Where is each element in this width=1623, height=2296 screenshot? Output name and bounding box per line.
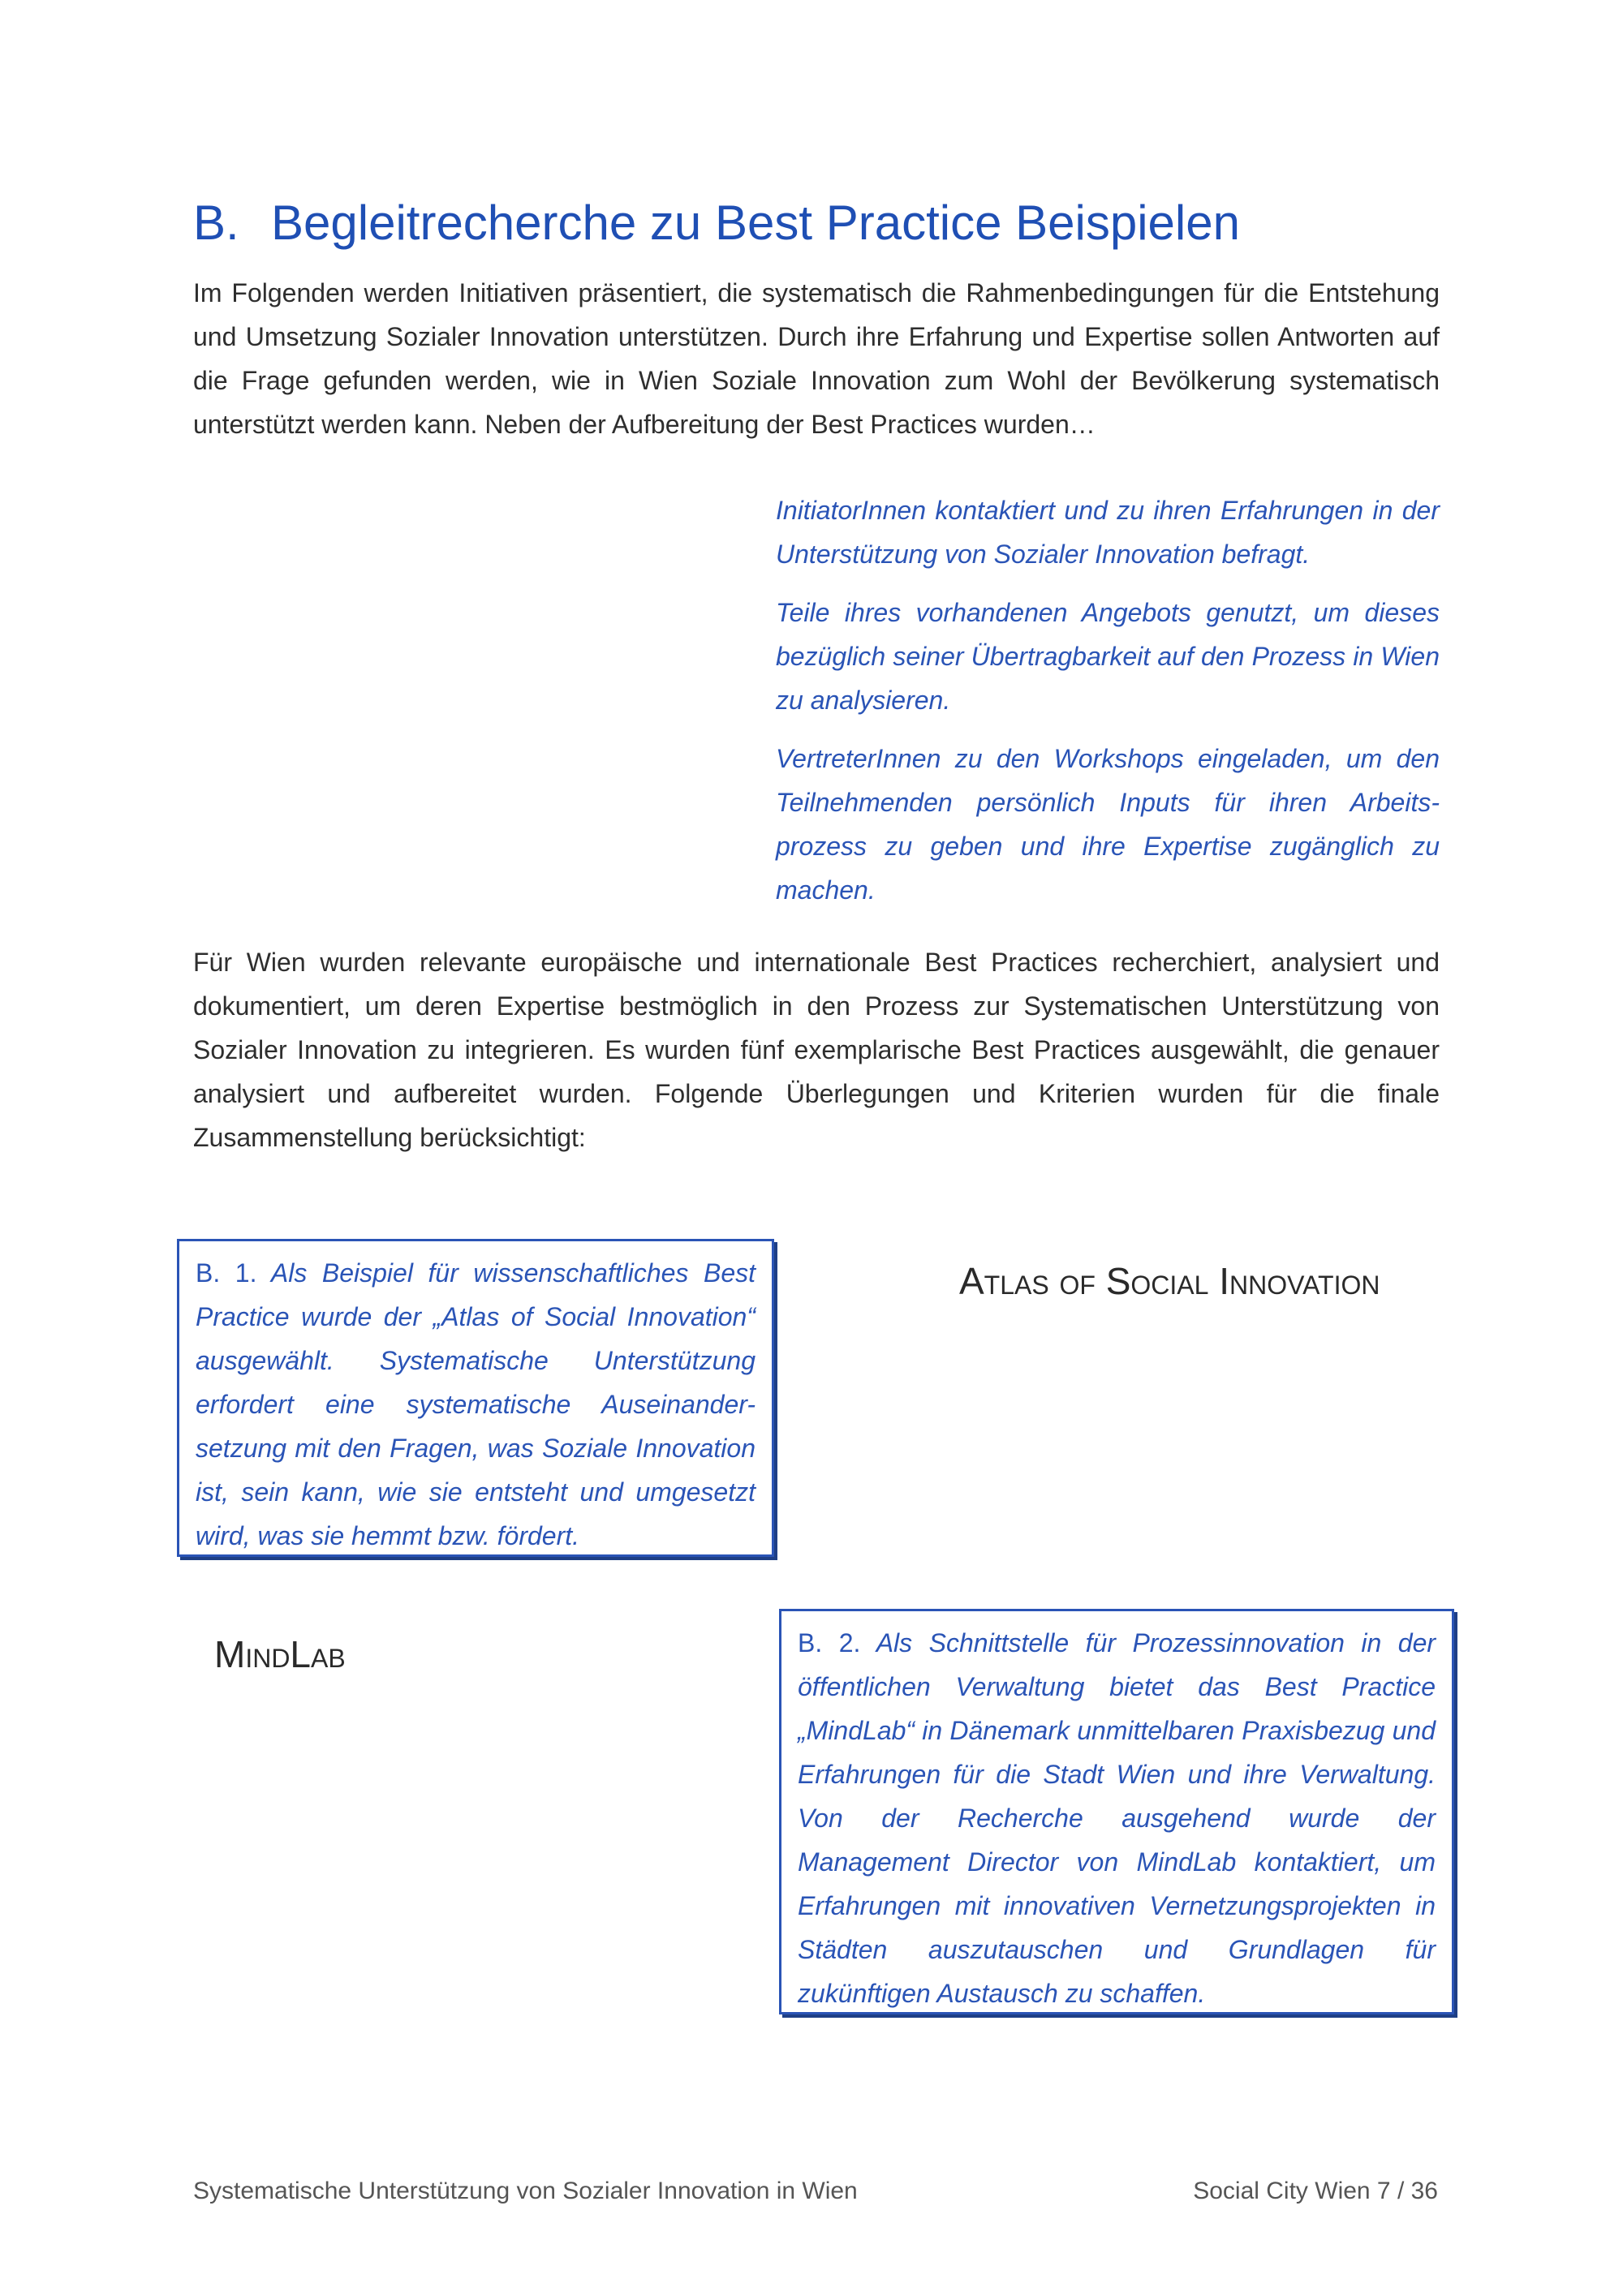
bullet-item: Teile ihres vorhandenen Angebots genutzt, um dieses bezüglich seiner Übertragbarkeit auf den Prozess in Wien zu analysieren.: [776, 598, 1440, 715]
box2-content: [798, 1621, 1436, 2015]
mindlab-title: MindLab: [214, 1633, 346, 1675]
section-title: Begleitrecherche zu Best Practice Beispielen: [271, 196, 1240, 250]
intro-paragraph: Im Folgenden werden Initiativen präsentiert, die systematisch die Rahmenbedingungen für die Entstehung und Umsetzung Sozialer Innovation unterstützen. Durch ihre Erfahrung und Expertise sollen Antworten auf die Frage gefunden werden, wie in Wien Soziale Innovation zum Wohl der Bevölkerung systematisch unterstützt werden kann. Neben der Aufbereitung der Best Practices wurden…: [193, 278, 1440, 439]
best-practice-box-1: [177, 1239, 774, 1557]
section-heading: [193, 195, 1443, 251]
best-practice-box-2: [779, 1609, 1454, 2014]
bullet-item: InitiatorInnen kontaktiert und zu ihren Erfahrungen in der Unterstützung von Sozialer Innovation befragt.: [776, 496, 1440, 569]
section-number: B.: [193, 196, 239, 250]
bullet-item: VertreterInnen zu den Workshops eingeladen, um den Teilnehmenden persönlich Inputs für ihren Arbeits-prozess zu geben und ihre Expertise zugänglich zu machen.: [776, 744, 1440, 905]
box2-tag: B. 2.: [798, 1628, 861, 1658]
criteria-paragraph: Für Wien wurden relevante europäische und internationale Best Practices recherchiert, analysiert und dokumentiert, um deren Expertise bestmöglich in den Prozess zur Systematischen Unterstützung von Sozialer Innovation zu integrieren. Es wurden fünf exemplarische Best Practices ausgewählt, die genauer analysiert und aufbereitet wurden. Folgende Überlegungen und Kriterien wurden für die finale Zusammenstellung berücksichtigt:: [193, 948, 1440, 1152]
footer-document-title: Systematische Unterstützung von Sozialer Innovation in Wien: [193, 2178, 858, 2204]
box1-text: Als Beispiel für wissenschaftliches Best Practice wurde der „Atlas of Social Innovation“ ausgewählt. Systematische Unterstützung erfordert eine systematische Auseinander-setzung mit den Fragen, was Soziale Innovation ist, sein kann, wie sie entsteht und umgesetzt wird, was sie hemmt bzw. fördert.: [196, 1258, 756, 1550]
footer-page-number: Social City Wien 7 / 36: [1193, 2178, 1438, 2204]
bullet-list: [776, 488, 1440, 927]
box1-content: [196, 1251, 756, 1558]
box1-tag: B. 1.: [196, 1258, 257, 1288]
atlas-title: Atlas of Social Innovation: [959, 1260, 1380, 1302]
box2-text: Als Schnittstelle für Prozessinnovation in der öffentlichen Verwaltung bietet das Best Practice „MindLab“ in Dänemark unmittelbaren Praxisbezug und Erfahrungen für die Stadt Wien und ihre Verwaltung. Von der Recherche ausgehend wurde der Management Director von MindLab kontaktiert, um Erfahrungen mit innovativen Vernetzungsprojekten in Städten auszutauschen und Grundlagen für zukünftigen Austausch zu schaffen.: [798, 1628, 1436, 2008]
